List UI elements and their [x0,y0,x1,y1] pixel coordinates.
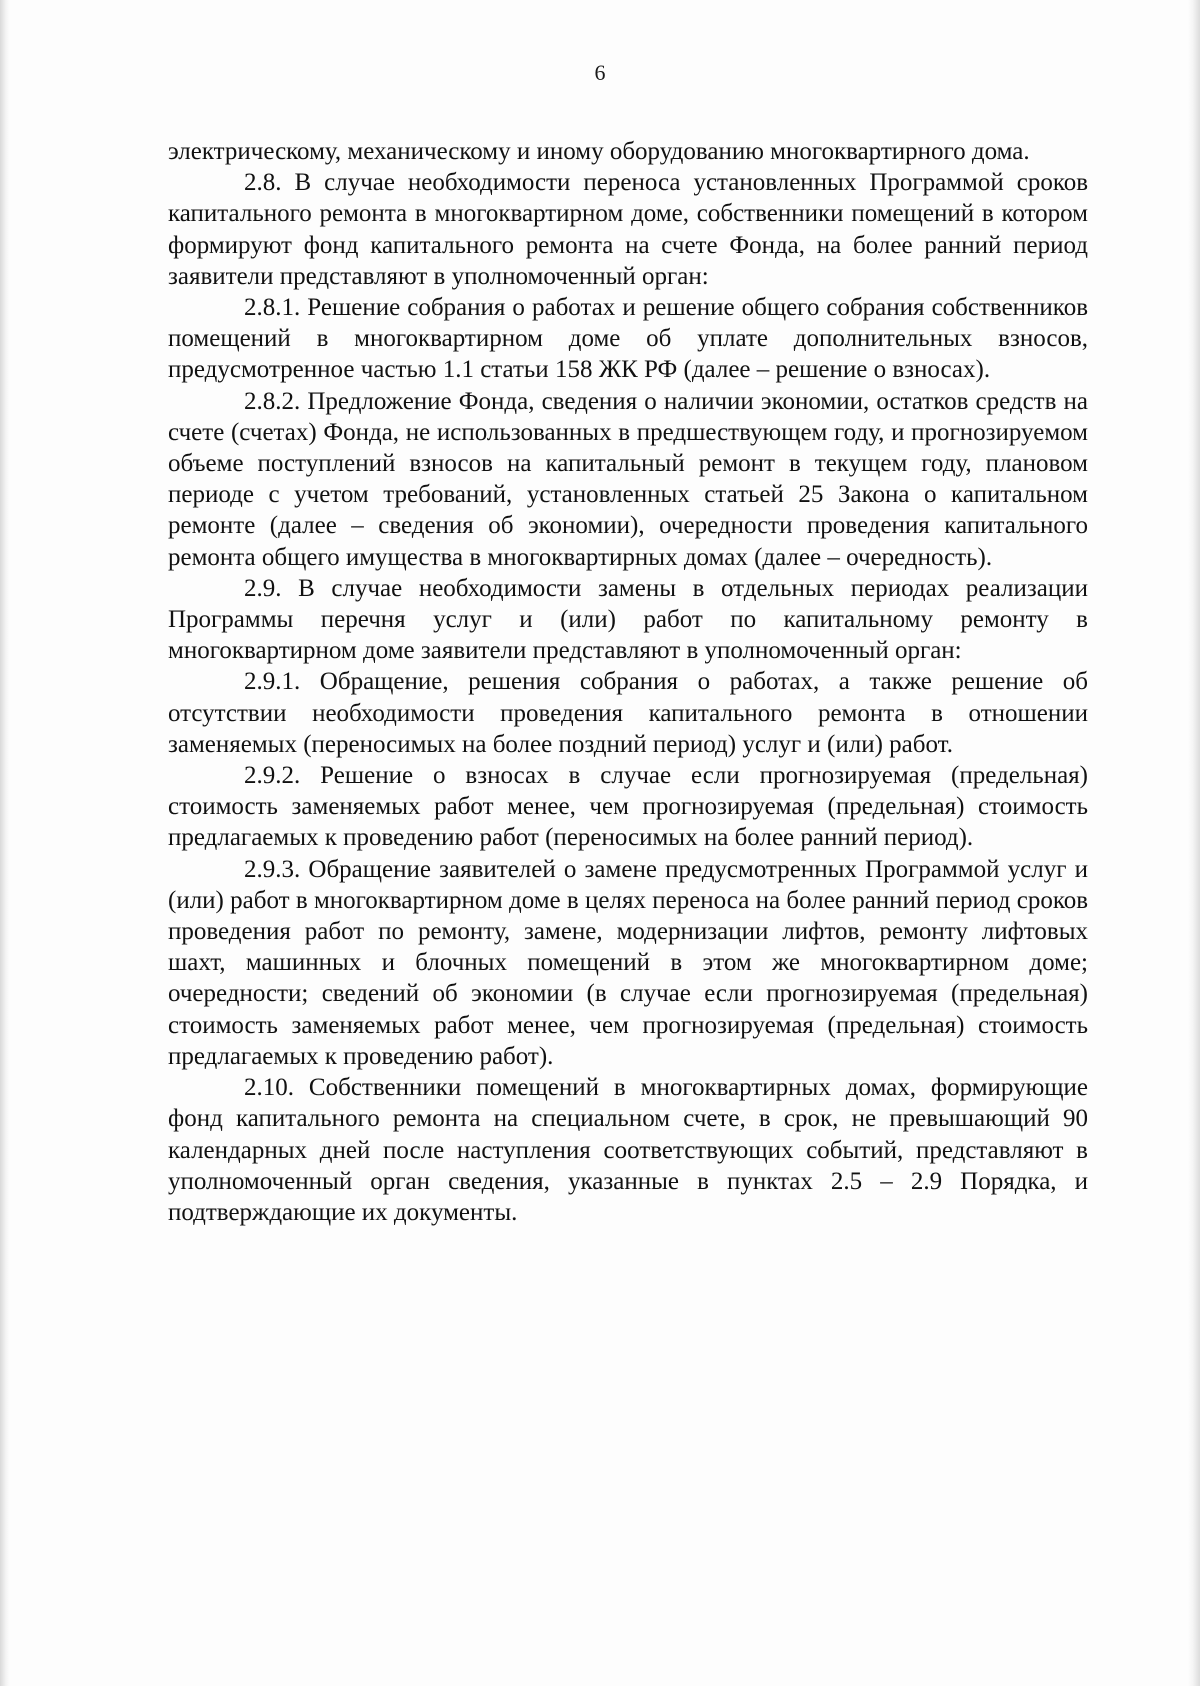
document-body [168,136,1088,1228]
paragraph-2-10: 2.10. Собственники помещений в многоквартирных домах, формирующие фонд капитального ремонта на специальном счете, в срок, не превышающий 90 календарных дней после наступления соответствующих событий, представляют в уполномоченный орган сведения, указанные в пунктах 2.5 – 2.9 Порядка, и подтверждающие их документы. [168,1074,1088,1226]
paragraph-2-9-3: 2.9.3. Обращение заявителей о замене предусмотренных Программой услуг и (или) работ в многоквартирном доме в целях переноса на более ранний период сроков проведения работ по ремонту, замене, модернизации лифтов, ремонту лифтовых шахт, машинных и блочных помещений в этом же многоквартирном доме; очередности; сведений об экономии (в случае если прогнозируемая (предельная) стоимость заменяемых работ менее, чем прогнозируемая (предельная) стоимость предлагаемых к проведению работ). [168,855,1088,1070]
scan-edge-left [0,0,10,1686]
paragraph-2-8-1: 2.8.1. Решение собрания о работах и решение общего собрания собственников помещений в многоквартирном доме об уплате дополнительных взносов, предусмотренное частью 1.1 статьи 158 ЖК РФ (далее – решение о взносах). [168,294,1088,384]
page-number: 6 [594,60,606,85]
scan-edge-right [1188,0,1200,1686]
paragraph-2-9-2: 2.9.2. Решение о взносах в случае если прогнозируемая (предельная) стоимость заменяемых работ менее, чем прогнозируемая (предельная) стоимость предлагаемых к проведению работ (переносимых на более ранний период). [168,762,1088,852]
paragraph-2-8-2: 2.8.2. Предложение Фонда, сведения о наличии экономии, остатков средств на счете (счетах) Фонда, не использованных в предшествующем году, и прогнозируемом объеме поступлений взносов на капитальный ремонт в текущем году, плановом периоде с учетом требований, установленных статьей 25 Закона о капитальном ремонте (далее – сведения об экономии), очередности проведения капитального ремонта общего имущества в многоквартирных домах (далее – очередность). [168,387,1088,571]
paragraph-2-9: 2.9. В случае необходимости замены в отдельных периодах реализации Программы перечня услуг и (или) работ по капитальному ремонту в многоквартирном доме заявители представляют в уполномоченный орган: [168,574,1088,665]
paragraph-2-9-1: 2.9.1. Обращение, решения собрания о работах, а также решение об отсутствии необходимости проведения капитального ремонта в отношении заменяемых (переносимых на более поздний период) услуг и (или) работ. [168,668,1088,758]
paragraph-2-8: 2.8. В случае необходимости переноса установленных Программой сроков капитального ремонта в многоквартирном доме, собственники помещений в котором формируют фонд капитального ремонта на счете Фонда, на более ранний период заявители представляют в уполномоченный орган: [168,169,1088,290]
paragraph-continuation: электрическому, механическому и иному оборудованию многоквартирного дома. [168,138,1030,165]
